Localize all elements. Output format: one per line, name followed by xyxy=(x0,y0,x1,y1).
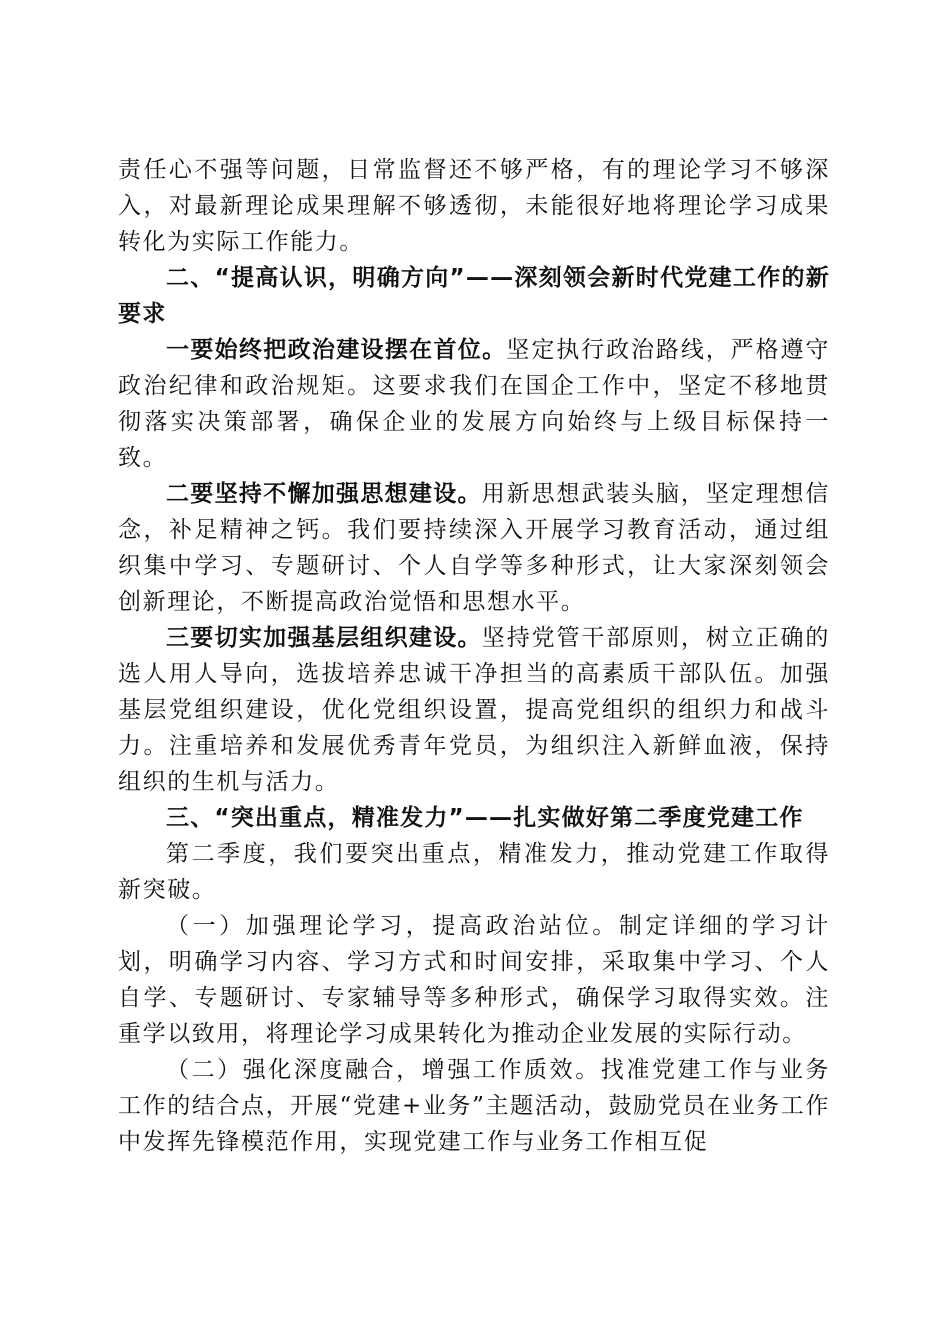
paragraph-item xyxy=(118,1052,830,1160)
item-body: 制定详细的学习计划，明确学习内容、学习方式和时间安排，采取集中学习、个人自学、专题研讨、专家辅导等多种形式，确保学习取得实效。注重学以致用，将理论学习成果转化为推动企业发展的实际行动。 xyxy=(118,913,830,1047)
paragraph-item xyxy=(118,908,830,1052)
section-intro: 第二季度，我们要突出重点，精准发力，推动党建工作取得新突破。 xyxy=(118,841,830,903)
item-lead: 一要始终把政治建设摆在首位。 xyxy=(166,337,507,363)
paragraph-item xyxy=(118,620,830,800)
item-lead: （二）强化深度融合，增强工作质效。 xyxy=(166,1057,601,1083)
item-body: 坚持党管干部原则，树立正确的选人用人导向，选拔培养忠诚干净担当的高素质干部队伍。加强基层党组织建设，优化党组织设置，提高党组织的组织力和战斗力。注重培养和发展优秀青年党员，为组织注入新鲜血液，保持组织的生机与活力。 xyxy=(118,625,830,795)
item-lead: 三要切实加强基层组织建设。 xyxy=(166,625,482,651)
paragraph-item xyxy=(118,476,830,620)
item-body: 找准党建工作与业务工作的结合点，开展“党建+业务”主题活动，鼓励党员在业务工作中发挥先锋模范作用，实现党建工作与业务工作相互促 xyxy=(118,1057,831,1155)
document-body xyxy=(118,152,830,1160)
item-lead: （一）加强理论学习，提高政治站位。 xyxy=(166,913,619,939)
paragraph-item xyxy=(118,332,830,476)
paragraph-continued xyxy=(118,152,830,260)
item-body: 用新思想武装头脑，坚定理想信念，补足精神之钙。我们要持续深入开展学习教育活动，通过组织集中学习、专题研讨、个人自学等多种形式，让大家深刻领会创新理论，不断提高政治觉悟和思想水平。 xyxy=(118,481,830,615)
item-lead: 二要坚持不懈加强思想建设。 xyxy=(166,481,482,507)
section-heading-2: 二、“提高认识，明确方向”——深刻领会新时代党建工作的新要求 xyxy=(118,265,830,327)
item-body: 坚定执行政治路线，严格遵守政治纪律和政治规矩。这要求我们在国企工作中，坚定不移地贯彻落实决策部署，确保企业的发展方向始终与上级目标保持一致。 xyxy=(118,337,831,471)
paragraph-text: 责任心不强等问题，日常监督还不够严格，有的理论学习不够深入，对最新理论成果理解不够透彻，未能很好地将理论学习成果转化为实际工作能力。 xyxy=(118,157,830,255)
section-heading-3: 三、“突出重点，精准发力”——扎实做好第二季度党建工作 xyxy=(166,805,804,831)
